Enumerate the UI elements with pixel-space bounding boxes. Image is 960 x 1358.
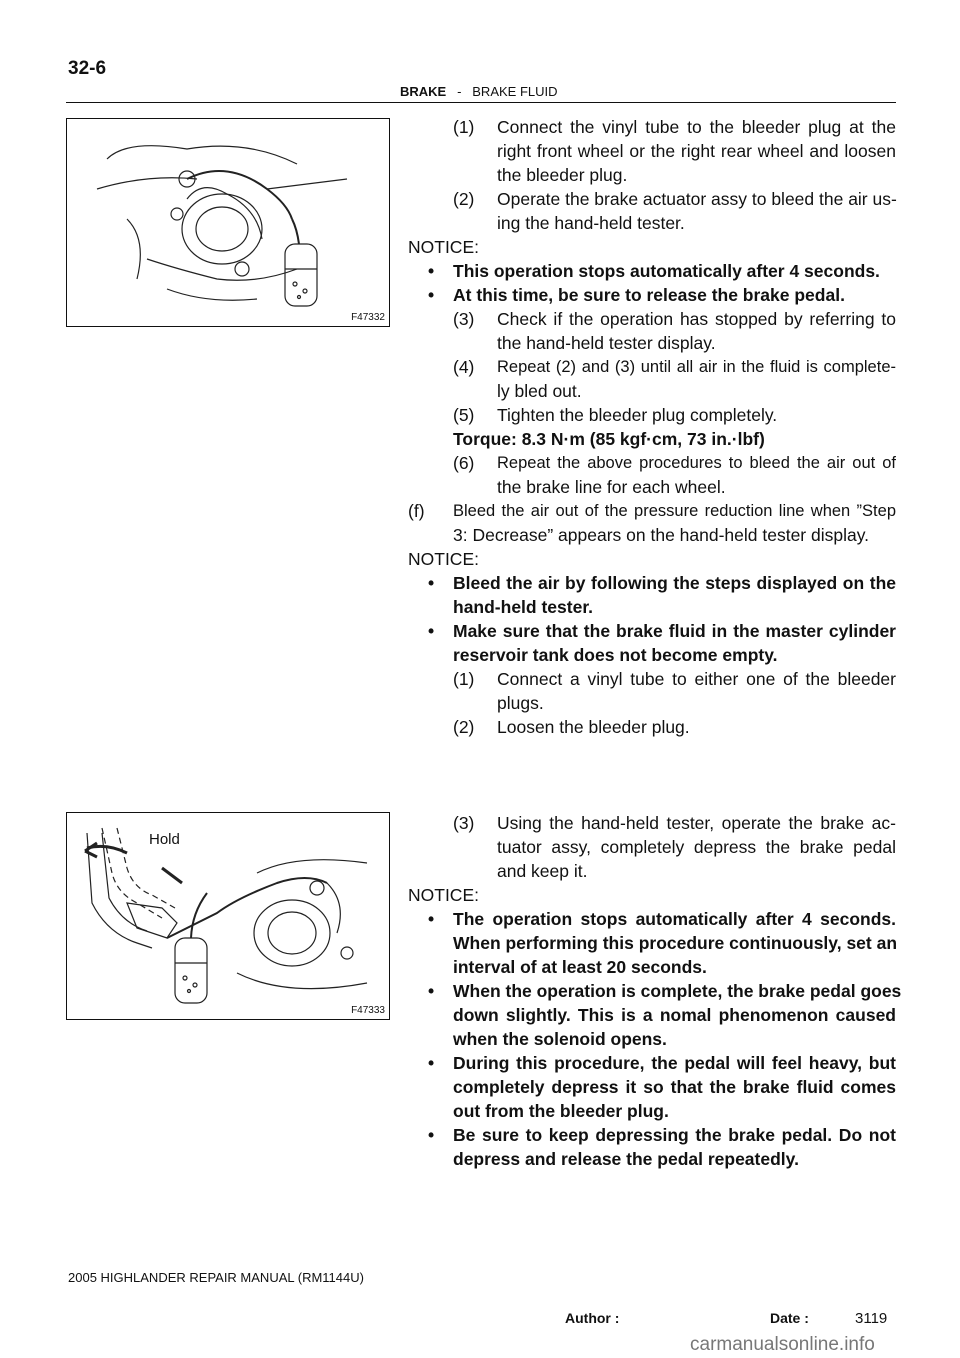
watermark: carmanualsonline.info [690,1334,875,1355]
sub-step-1-line-1: Connect a vinyl tube to either one of the bleeder [497,669,896,689]
header-section: BRAKE [400,84,447,99]
notice-2-bullet-1-line-1: Bleed the air by following the steps displayed on the [453,573,896,593]
date-label: Date : [770,1310,809,1326]
notice-2-heading: NOTICE: [408,549,479,569]
notice-2-bullet-1-line-2: hand-held tester. [453,597,594,617]
step-1-line-1: Connect the vinyl tube to the bleeder plug at the [497,117,896,137]
author-label: Author : [565,1310,620,1326]
notice-1-bullet-2: At this time, be sure to release the brake pedal. [453,285,845,305]
step-f-number: (f) [408,501,425,521]
running-header [400,84,558,99]
notice-3-bullet-1-line-1: The operation stops automatically after 4 seconds. [453,909,896,929]
step-1-line-2: right front wheel or the right rear wheel and loosen [497,141,896,161]
bullet: • [428,1053,435,1073]
bullet: • [428,1125,435,1145]
sub-step-3-line-1: Using the hand-held tester, operate the brake ac- [497,813,896,833]
sub-step-1-line-2: plugs. [497,693,544,713]
bullet: • [428,909,435,929]
notice-3-bullet-2-line-1: When the operation is complete, the brake pedal goes [453,981,902,1001]
header-separator: - [457,84,462,99]
figure-bleeder-tube-illustration [66,118,390,327]
step-5-number: (5) [453,405,475,425]
sub-step-3-line-2: tuator assy, completely depress the brake pedal [497,837,896,857]
step-2-number: (2) [453,189,475,209]
notice-3-bullet-3-line-3: out from the bleeder plug. [453,1101,669,1121]
step-2-line-2: ing the hand-held tester. [497,213,685,233]
bullet: • [428,573,435,593]
step-5-line-1: Tighten the bleeder plug completely. [497,405,778,425]
header-subsection: BRAKE FLUID [472,84,558,99]
sub-step-3-number: (3) [453,813,475,833]
figure-2-hold-label: Hold [149,831,180,848]
figure-2-drawing [67,813,389,1019]
page-id: 3119 [855,1310,888,1327]
notice-2-bullet-2-line-2: reservoir tank does not become empty. [453,645,778,665]
figure-1-id: F47332 [351,312,385,323]
notice-3-heading: NOTICE: [408,885,479,905]
notice-3-bullet-2-line-2: down slightly. This is a nomal phenomenon caused [453,1005,896,1025]
step-4-line-1: Repeat (2) and (3) until all air in the fluid is complete- [497,358,896,376]
step-4-number: (4) [453,357,475,377]
step-3-number: (3) [453,309,475,329]
step-6-line-1: Repeat the above procedures to bleed the air out of [497,454,896,472]
header-rule [66,102,896,103]
bullet: • [428,621,435,641]
step-2-line-1: Operate the brake actuator assy to bleed the air us- [497,189,897,209]
figure-hold-pedal-illustration [66,812,390,1020]
step-f-line-1: Bleed the air out of the pressure reduction line when ”Step [453,502,896,520]
notice-3-bullet-3-line-1: During this procedure, the pedal will feel heavy, but [453,1053,896,1073]
notice-1-bullet-1: This operation stops automatically after 4 seconds. [453,261,880,281]
notice-2-bullet-2-line-1: Make sure that the brake fluid in the master cylinder [453,621,896,641]
sub-step-1-number: (1) [453,669,475,689]
notice-3-bullet-4-line-1: Be sure to keep depressing the brake pedal. Do not [453,1125,896,1145]
step-f-line-2: 3: Decrease” appears on the hand-held tester display. [453,525,870,545]
step-3-line-1: Check if the operation has stopped by referring to [497,309,896,329]
notice-3-bullet-3-line-2: completely depress it so that the brake fluid comes [453,1077,896,1097]
torque-spec: Torque: 8.3 N·m (85 kgf·cm, 73 in.·lbf) [453,429,765,449]
figure-2-id: F47333 [351,1005,385,1016]
sub-step-3-line-3: and keep it. [497,861,588,881]
notice-3-bullet-1-line-2: When performing this procedure continuously, set an [453,933,898,953]
step-6-line-2: the brake line for each wheel. [497,477,726,497]
notice-3-bullet-1-line-3: interval of at least 20 seconds. [453,957,707,977]
figure-1-drawing [67,119,389,326]
page-number: 32-6 [68,58,107,79]
notice-1-heading: NOTICE: [408,237,479,257]
step-1-line-3: the bleeder plug. [497,165,628,185]
bullet: • [428,261,435,281]
notice-3-bullet-2-line-3: when the solenoid opens. [453,1029,667,1049]
bullet: • [428,981,435,1001]
step-1-number: (1) [453,117,475,137]
step-3-line-2: the hand-held tester display. [497,333,716,353]
bullet: • [428,285,435,305]
sub-step-2-line-1: Loosen the bleeder plug. [497,717,690,737]
manual-footer: 2005 HIGHLANDER REPAIR MANUAL (RM1144U) [68,1270,364,1285]
sub-step-2-number: (2) [453,717,475,737]
step-4-line-2: ly bled out. [497,381,582,401]
notice-3-bullet-4-line-2: depress and release the pedal repeatedly. [453,1149,799,1169]
step-6-number: (6) [453,453,475,473]
